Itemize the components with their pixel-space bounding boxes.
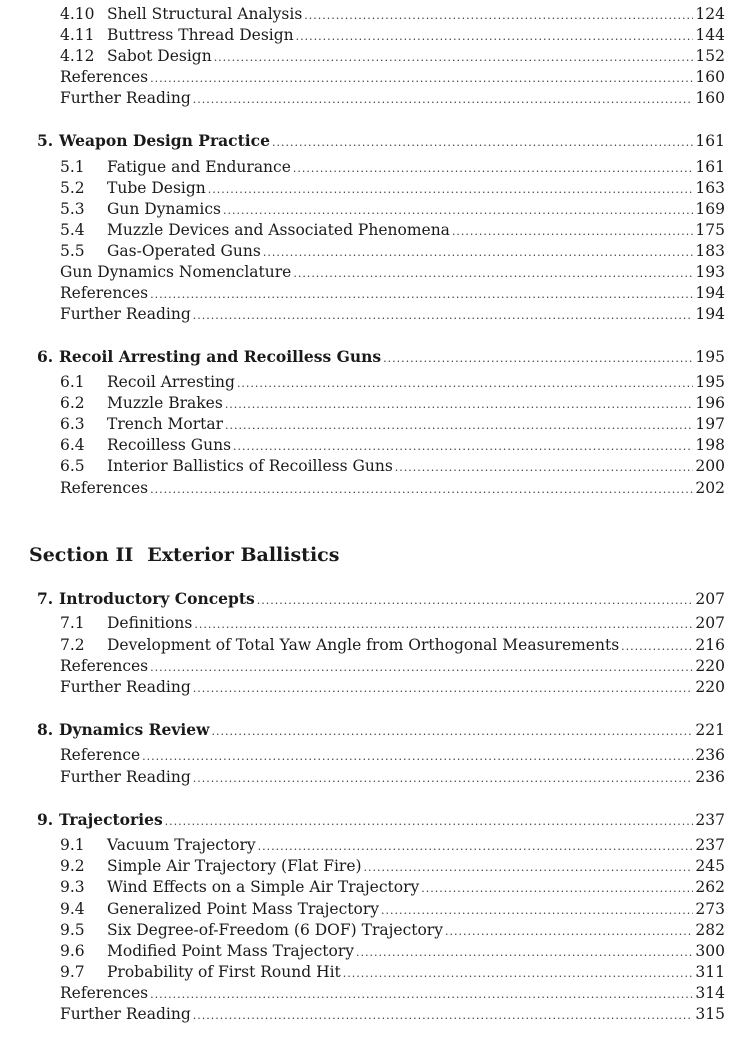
entry-number: 6. [37, 347, 54, 366]
entry-page-number: 282 [695, 921, 725, 939]
entry-page-number: 207 [695, 614, 725, 632]
entry-page-number: 216 [695, 636, 725, 654]
entry-title: Fatigue and Endurance [107, 158, 291, 176]
entry-number: 4.10 [60, 5, 95, 23]
dot-leader [304, 5, 693, 26]
entry-title: Simple Air Trajectory (Flat Fire) [107, 857, 362, 875]
section-label: Section II [29, 544, 134, 566]
entry-number: 4.11 [60, 26, 95, 44]
entry-number: 5.3 [60, 200, 85, 218]
entry-page-number: 300 [695, 942, 725, 960]
dot-leader [383, 348, 693, 369]
toc-section-entry [0, 25, 751, 46]
toc-section-entry [0, 835, 751, 856]
entry-title: Dynamics Review [59, 720, 210, 739]
entry-title: Modified Point Mass Trajectory [107, 942, 354, 960]
dot-leader [272, 132, 693, 153]
entry-number: 6.3 [60, 415, 85, 433]
entry-number: 7.2 [60, 636, 85, 654]
dot-leader [193, 305, 694, 326]
entry-number: 7. [37, 589, 54, 608]
dot-leader [211, 721, 693, 742]
entry-page-number: 221 [695, 721, 725, 739]
toc-section-entry [0, 941, 751, 962]
entry-page-number: 175 [695, 221, 725, 239]
toc-backmatter-entry [0, 983, 751, 1004]
entry-page-number: 193 [695, 263, 725, 281]
entry-page-number: 194 [695, 305, 725, 323]
entry-number: 5.4 [60, 221, 85, 239]
entry-page-number: 245 [695, 857, 725, 875]
toc-chapter-entry [0, 719, 751, 740]
entry-number: 6.4 [60, 436, 85, 454]
toc-backmatter-entry [0, 656, 751, 677]
entry-page-number: 273 [695, 900, 725, 918]
section-name: Exterior Ballistics [147, 544, 340, 566]
entry-title: Tube Design [107, 179, 206, 197]
entry-title: Recoil Arresting [107, 373, 235, 391]
toc-backmatter-entry [0, 1004, 751, 1025]
entry-number: 6.5 [60, 457, 85, 475]
dot-leader [258, 836, 694, 857]
entry-number: 9.6 [60, 942, 85, 960]
toc-section-entry [0, 899, 751, 920]
toc-section-entry [0, 962, 751, 983]
entry-title: Vacuum Trajectory [107, 836, 256, 854]
toc-section-entry [0, 613, 751, 634]
entry-title: Development of Total Yaw Angle from Orthogonal Measurements [107, 636, 620, 654]
entry-page-number: 200 [695, 457, 725, 475]
entry-title: References [60, 284, 149, 302]
dot-leader [452, 221, 693, 242]
entry-title: Probability of First Round Hit [107, 963, 341, 981]
entry-title: Interior Ballistics of Recoilless Guns [107, 457, 393, 475]
entry-title: Reference [60, 746, 141, 764]
entry-title: Trajectories [59, 810, 163, 829]
entry-number: 9.1 [60, 836, 85, 854]
entry-page-number: 160 [695, 68, 725, 86]
entry-title: Recoil Arresting and Recoilless Guns [59, 347, 382, 366]
toc-section-entry [0, 220, 751, 241]
entry-page-number: 236 [695, 746, 725, 764]
entry-page-number: 197 [695, 415, 725, 433]
entry-title: Muzzle Devices and Associated Phenomena [107, 221, 450, 239]
toc-section-entry [0, 372, 751, 393]
dot-leader [193, 1005, 694, 1026]
toc-chapter-entry [0, 130, 751, 151]
entry-page-number: 161 [695, 132, 725, 150]
entry-number: 9. [37, 810, 54, 829]
toc-section-entry [0, 635, 751, 656]
entry-page-number: 220 [695, 657, 725, 675]
dot-leader [445, 921, 693, 942]
entry-page-number: 169 [695, 200, 725, 218]
entry-title: Shell Structural Analysis [107, 5, 303, 23]
dot-leader [150, 284, 693, 305]
entry-page-number: 236 [695, 768, 725, 786]
dot-leader [223, 200, 693, 221]
entry-title: Gun Dynamics Nomenclature [60, 263, 292, 281]
section-heading [29, 543, 339, 567]
entry-page-number: 195 [695, 348, 725, 366]
dot-leader [364, 857, 694, 878]
dot-leader [225, 394, 694, 415]
entry-page-number: 311 [695, 963, 725, 981]
entry-title: Further Reading [60, 305, 191, 323]
entry-number: 9.4 [60, 900, 85, 918]
entry-title: Further Reading [60, 1005, 191, 1023]
entry-page-number: 262 [695, 878, 725, 896]
dot-leader [293, 263, 693, 284]
entry-title: Buttress Thread Design [107, 26, 294, 44]
entry-page-number: 124 [695, 5, 725, 23]
entry-title: References [60, 479, 149, 497]
entry-page-number: 237 [695, 811, 725, 829]
entry-title: Sabot Design [107, 47, 212, 65]
toc-backmatter-entry [0, 767, 751, 788]
entry-number: 6.1 [60, 373, 85, 391]
dot-leader [194, 614, 693, 635]
entry-title: Recoilless Guns [107, 436, 232, 454]
toc-section-entry [0, 920, 751, 941]
entry-page-number: 207 [695, 590, 725, 608]
toc-chapter-entry [0, 588, 751, 609]
dot-leader [233, 436, 693, 457]
dot-leader [293, 158, 694, 179]
toc-section-entry [0, 157, 751, 178]
entry-number: 9.3 [60, 878, 85, 896]
toc-section-entry [0, 877, 751, 898]
toc-section-entry [0, 435, 751, 456]
entry-page-number: 315 [695, 1005, 725, 1023]
toc-section-entry [0, 393, 751, 414]
entry-number: 5. [37, 131, 54, 150]
entry-title: Wind Effects on a Simple Air Trajectory [107, 878, 420, 896]
entry-page-number: 202 [695, 479, 725, 497]
dot-leader [208, 179, 694, 200]
entry-page-number: 152 [695, 47, 725, 65]
entry-number: 9.5 [60, 921, 85, 939]
toc-backmatter-entry [0, 478, 751, 499]
entry-page-number: 195 [695, 373, 725, 391]
toc-backmatter-entry [0, 88, 751, 109]
entry-title: Further Reading [60, 678, 191, 696]
toc-backmatter-entry [0, 262, 751, 283]
toc-section-entry [0, 414, 751, 435]
dot-leader [193, 768, 694, 789]
dot-leader [150, 657, 693, 678]
entry-page-number: 183 [695, 242, 725, 260]
dot-leader [621, 636, 693, 657]
dot-leader [193, 678, 694, 699]
dot-leader [395, 457, 694, 478]
dot-leader [214, 47, 694, 68]
dot-leader [381, 900, 693, 921]
toc-chapter-entry [0, 346, 751, 367]
toc-backmatter-entry [0, 283, 751, 304]
toc-section-entry [0, 46, 751, 67]
entry-title: Further Reading [60, 89, 191, 107]
entry-number: 5.1 [60, 158, 85, 176]
entry-title: Six Degree-of-Freedom (6 DOF) Trajectory [107, 921, 443, 939]
entry-number: 7.1 [60, 614, 85, 632]
entry-title: Introductory Concepts [59, 589, 255, 608]
entry-number: 5.2 [60, 179, 85, 197]
dot-leader [150, 984, 693, 1005]
dot-leader [257, 590, 694, 611]
toc-backmatter-entry [0, 677, 751, 698]
toc-backmatter-entry [0, 745, 751, 766]
entry-title: Definitions [107, 614, 193, 632]
toc-section-entry [0, 456, 751, 477]
dot-leader [296, 26, 694, 47]
entry-number: 9.2 [60, 857, 85, 875]
entry-title: Muzzle Brakes [107, 394, 223, 412]
entry-page-number: 196 [695, 394, 725, 412]
dot-leader [150, 68, 693, 89]
dot-leader [343, 963, 694, 984]
entry-page-number: 163 [695, 179, 725, 197]
entry-title: References [60, 68, 149, 86]
entry-number: 5.5 [60, 242, 85, 260]
toc-section-entry [0, 178, 751, 199]
entry-title: References [60, 984, 149, 1002]
entry-title: Generalized Point Mass Trajectory [107, 900, 380, 918]
entry-title: References [60, 657, 149, 675]
dot-leader [142, 746, 693, 767]
toc-section-entry [0, 856, 751, 877]
dot-leader [237, 373, 693, 394]
dot-leader [356, 942, 693, 963]
toc-section-entry [0, 241, 751, 262]
entry-page-number: 161 [695, 158, 725, 176]
entry-page-number: 160 [695, 89, 725, 107]
toc-section-entry [0, 199, 751, 220]
dot-leader [150, 479, 693, 500]
entry-title: Gun Dynamics [107, 200, 221, 218]
entry-number: 9.7 [60, 963, 85, 981]
toc-chapter-entry [0, 809, 751, 830]
entry-page-number: 220 [695, 678, 725, 696]
entry-number: 4.12 [60, 47, 95, 65]
entry-title: Weapon Design Practice [59, 131, 270, 150]
entry-number: 8. [37, 720, 54, 739]
dot-leader [193, 89, 694, 110]
dot-leader [421, 878, 693, 899]
entry-number: 6.2 [60, 394, 85, 412]
dot-leader [165, 811, 694, 832]
entry-page-number: 198 [695, 436, 725, 454]
entry-page-number: 237 [695, 836, 725, 854]
entry-title: Trench Mortar [107, 415, 223, 433]
entry-page-number: 194 [695, 284, 725, 302]
entry-title: Further Reading [60, 768, 191, 786]
entry-page-number: 144 [695, 26, 725, 44]
entry-page-number: 314 [695, 984, 725, 1002]
entry-title: Gas-Operated Guns [107, 242, 261, 260]
toc-section-entry [0, 4, 751, 25]
dot-leader [263, 242, 694, 263]
dot-leader [225, 415, 693, 436]
toc-backmatter-entry [0, 304, 751, 325]
toc-backmatter-entry [0, 67, 751, 88]
